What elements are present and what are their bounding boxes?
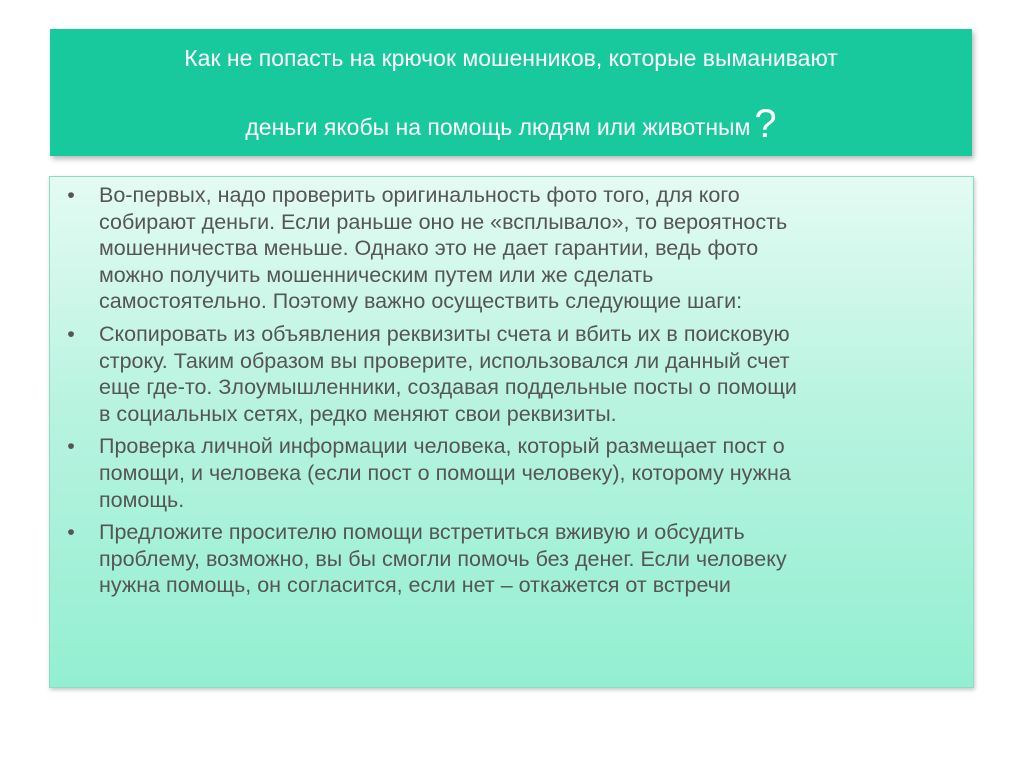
title-question-mark: ?	[754, 102, 777, 146]
bullet-line: Предложите просителю помощи встретиться вживую и обсудить	[99, 520, 745, 545]
title-box	[50, 29, 972, 156]
bullet-item	[61, 519, 941, 599]
bullet-line: в социальных сетях, редко меняют свои реквизиты.	[99, 401, 617, 426]
bullet-line: помощь.	[99, 487, 185, 512]
bullet-line: собирают деньги. Если раньше оно не «всплывало», то вероятность	[99, 209, 788, 234]
bullet-line: Проверка личной информации человека, который размещает пост о	[99, 434, 785, 459]
bullet-line: нужна помощь, он согласится, если нет – откажется от встречи	[99, 573, 731, 598]
bullet-line: мошенничества меньше. Однако это не дает гарантии, ведь фото	[99, 236, 759, 261]
bullet-item	[61, 182, 941, 315]
bullet-line: строку. Таким образом вы проверите, использовался ли данный счет	[99, 348, 790, 373]
bullet-item	[61, 433, 941, 513]
bullet-item	[61, 321, 941, 427]
bullet-line: Во-первых, надо проверить оригинальность фото того, для кого	[99, 183, 740, 207]
bullet-line: Скопировать из объявления реквизиты счета и вбить их в поисковую	[99, 321, 790, 346]
bullet-line: проблему, возможно, вы бы смогли помочь без денег. Если человеку	[99, 546, 787, 571]
content-box	[49, 176, 974, 688]
bullet-icon: •	[67, 183, 75, 207]
bullet-icon: •	[67, 520, 75, 545]
bullet-line: самостоятельно. Поэтому важно осуществить следующие шаги:	[99, 289, 743, 314]
title-line-2-text: деньги якобы на помощь людям или животным	[245, 114, 751, 140]
bullet-line: можно получить мошенническим путем или же сделать	[99, 262, 654, 287]
title-line-2	[50, 102, 972, 146]
bullet-icon: •	[67, 321, 75, 346]
bullet-icon: •	[67, 434, 75, 459]
title-line-1: Как не попасть на крючок мошенников, которые выманивают	[184, 45, 838, 71]
bullet-line: помощи, и человека (если пост о помощи человеку), которому нужна	[99, 460, 791, 485]
bullet-line: еще где-то. Злоумышленники, создавая поддельные посты о помощи	[99, 375, 797, 400]
bullet-list	[61, 182, 941, 605]
